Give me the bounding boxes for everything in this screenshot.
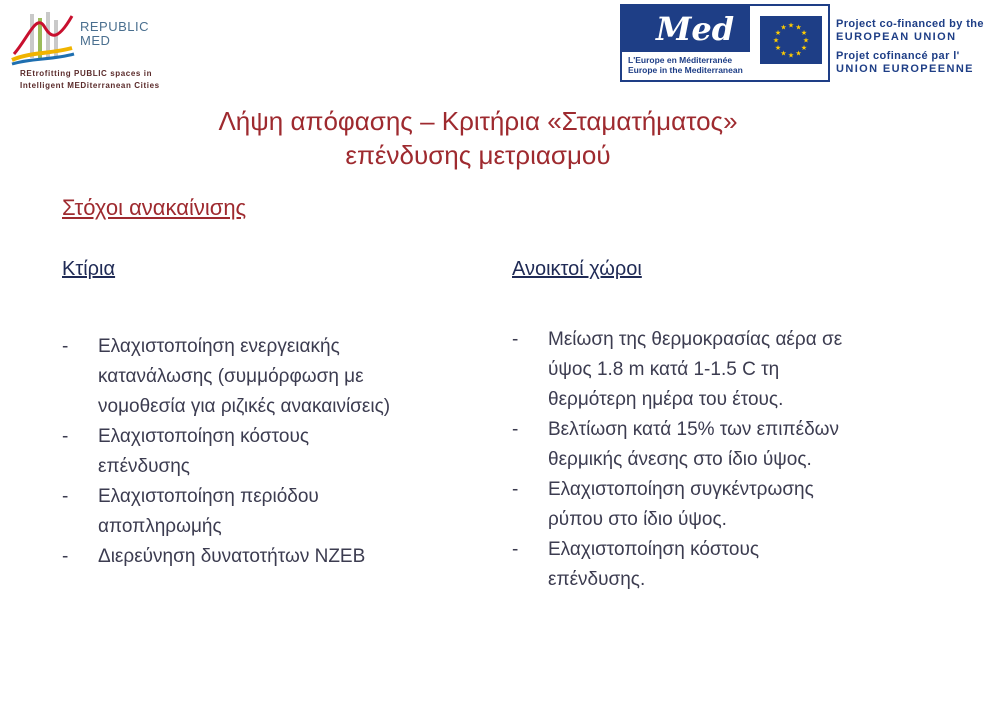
page-title-line2: επένδυσης μετριασμού <box>345 140 611 170</box>
eu-text-line3: Projet cofinancé par l' <box>836 50 960 62</box>
eu-stars-icon <box>760 16 822 64</box>
list-item <box>512 475 942 535</box>
list-item-dash: - <box>512 329 519 350</box>
eu-star-icon: ★ <box>787 52 795 60</box>
eu-cofinance-text <box>836 18 984 76</box>
column-heading-buildings: Κτίρια <box>62 258 116 280</box>
list-item-line: Διερεύνηση δυνατοτήτων NZEB <box>98 546 366 567</box>
list-item <box>62 332 462 422</box>
eu-star-icon: ★ <box>802 37 810 45</box>
list-item-line: νομοθεσία για ριζικές ανακαινίσεις) <box>98 396 391 417</box>
list-item-dash: - <box>62 486 69 507</box>
section-heading: Στόχοι ανακαίνισης <box>62 195 247 220</box>
republic-med-logo <box>10 8 180 96</box>
eu-text-line1: Project co-financed by the <box>836 18 984 30</box>
list-item-line: Ελαχιστοποίηση κόστους <box>548 539 760 560</box>
eu-star-icon: ★ <box>772 37 780 45</box>
republic-med-emblem-icon <box>10 8 76 66</box>
eu-star-icon: ★ <box>787 22 795 30</box>
list-item-line: Ελαχιστοποίηση κόστους <box>98 426 310 447</box>
eu-star-icon: ★ <box>800 45 808 52</box>
med-subtitle-line2: Europe in the Mediterranean <box>628 65 743 75</box>
page-title-line1: Λήψη απόφασης – Κριτήρια «Σταματήματος» <box>218 106 738 136</box>
buildings-goals-list <box>62 332 462 572</box>
list-item <box>512 535 942 595</box>
eu-star-icon: ★ <box>774 45 782 52</box>
republic-med-tagline-line2: Intelligent MEDiterranean Cities <box>20 81 160 90</box>
med-programme-logo <box>620 4 830 82</box>
list-item-dash: - <box>62 336 69 357</box>
eu-star-icon: ★ <box>795 50 802 58</box>
list-item-line: επένδυσης. <box>548 569 646 590</box>
list-item-dash: - <box>512 479 519 500</box>
list-item-line: Ελαχιστοποίηση περιόδου <box>98 486 319 507</box>
eu-star-icon: ★ <box>774 30 782 37</box>
list-item-line: κατανάλωσης (συμμόρφωση με <box>98 366 364 387</box>
republic-med-name <box>80 20 149 48</box>
list-item-line: ύψος 1.8 m κατά 1-1.5 C τη <box>548 359 780 380</box>
column-heading-open-spaces: Ανοικτοί χώροι <box>512 258 642 280</box>
republic-med-name-line2: MED <box>80 33 111 48</box>
med-wordmark: Med <box>656 10 735 48</box>
list-item-line: αποπληρωμής <box>98 516 222 537</box>
eu-flag-icon <box>760 16 822 64</box>
list-item-line: Ελαχιστοποίηση ενεργειακής <box>98 336 340 357</box>
eu-star-icon: ★ <box>780 24 787 32</box>
list-item <box>62 482 462 542</box>
list-item-dash: - <box>512 539 519 560</box>
page-title <box>128 104 828 172</box>
list-item-line: ρύπου στο ίδιο ύψος. <box>548 509 727 530</box>
list-item-line: Ελαχιστοποίηση συγκέντρωσης <box>548 479 814 500</box>
med-logo-band <box>622 6 750 52</box>
list-item-dash: - <box>62 426 69 447</box>
republic-med-tagline <box>20 68 160 92</box>
list-item-dash: - <box>512 419 519 440</box>
list-item-line: θερμότερη ημέρα του έτους. <box>548 389 784 410</box>
med-subtitle-line1: L'Europe en Méditerranée <box>628 55 733 65</box>
list-item <box>512 415 942 475</box>
eu-star-icon: ★ <box>795 24 802 32</box>
republic-med-name-line1: REPUBLIC <box>80 19 150 34</box>
list-item-line: θερμικής άνεσης στο ίδιο ύψος. <box>548 449 812 470</box>
list-item-line: Βελτίωση κατά 15% των επιπέδων <box>548 419 839 440</box>
list-item <box>62 422 462 482</box>
list-item <box>512 325 942 415</box>
list-item-dash: - <box>62 546 69 567</box>
list-item-line: επένδυσης <box>98 456 190 477</box>
eu-star-icon: ★ <box>780 50 787 58</box>
list-item-line: Μείωση της θερμοκρασίας αέρα σε <box>548 329 843 350</box>
republic-med-tagline-line1: REtrofitting PUBLIC spaces in <box>20 69 153 78</box>
eu-text-line4: UNION EUROPEENNE <box>836 63 974 75</box>
list-item <box>62 542 462 572</box>
med-logo-subtitle <box>628 55 743 75</box>
open-spaces-goals-list <box>512 325 942 595</box>
eu-text-line2: EUROPEAN UNION <box>836 31 957 43</box>
eu-star-icon: ★ <box>800 30 808 37</box>
